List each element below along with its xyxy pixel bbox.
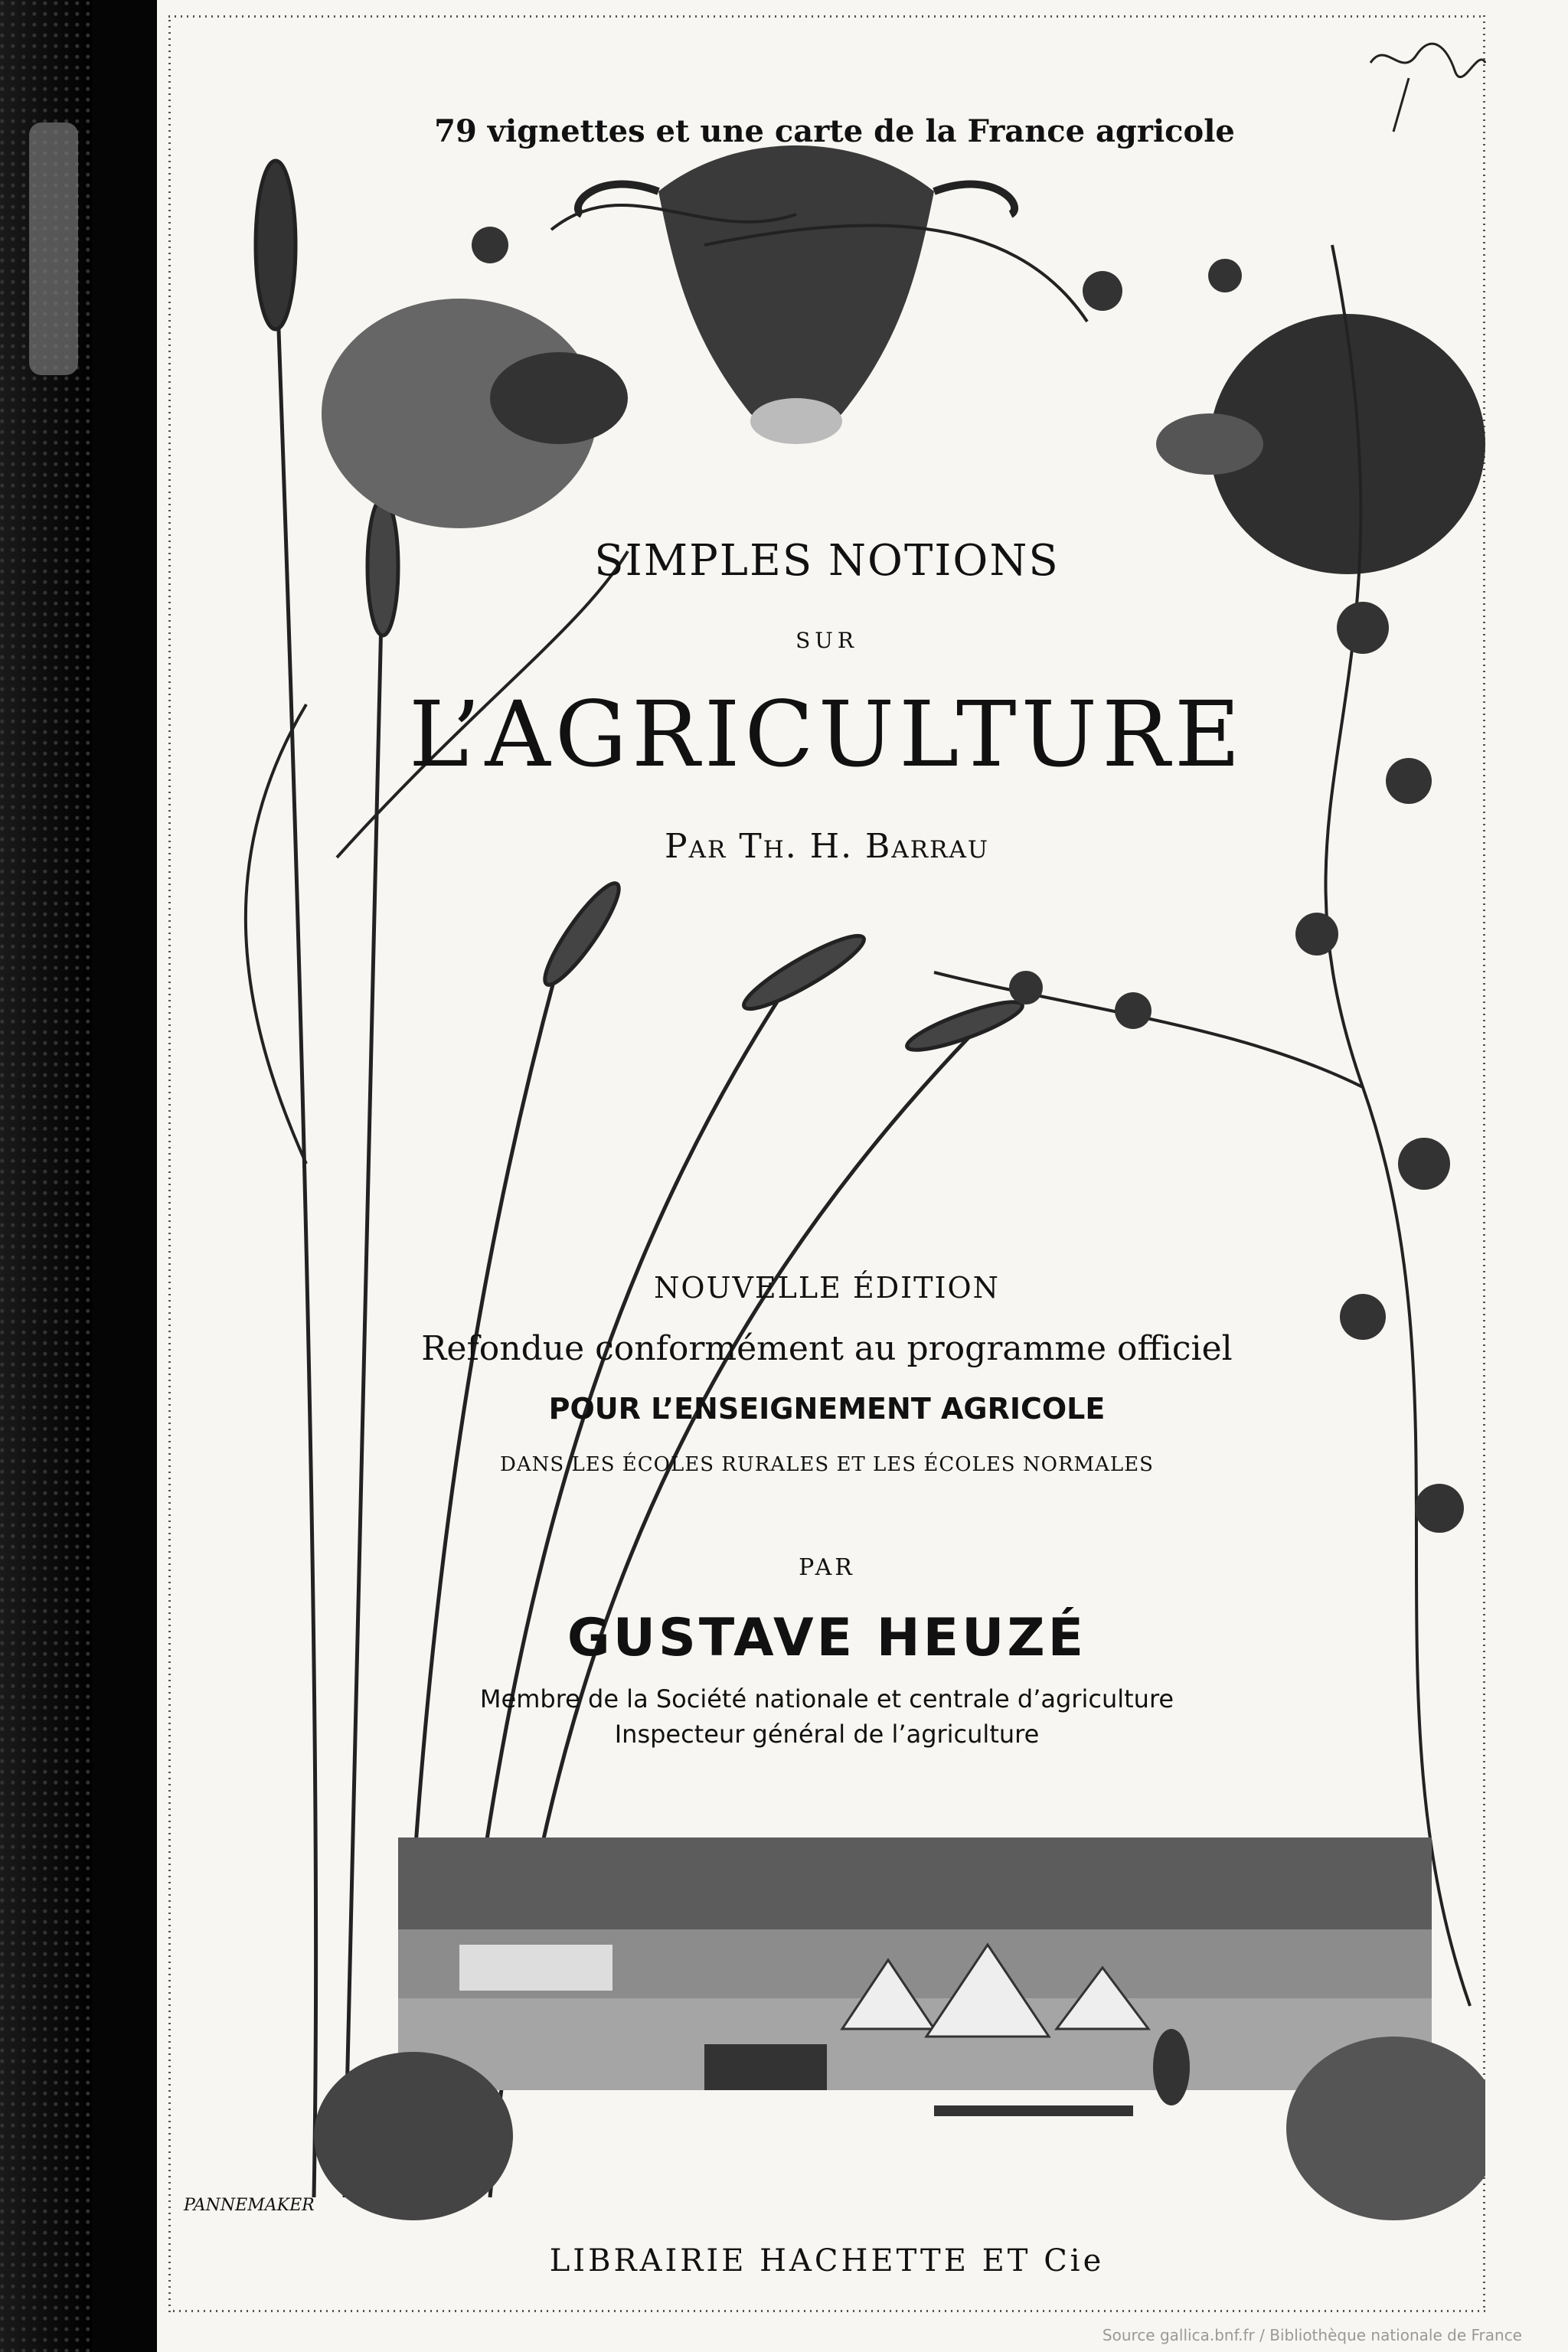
edition-note: Refondue conformément au programme officiel xyxy=(421,1329,1233,1368)
editor-title-1: Membre de la Société nationale et centrale d’agriculture xyxy=(479,1684,1174,1713)
engraver-signature: PANNEMAKER xyxy=(184,2196,315,2215)
ox-head-icon xyxy=(578,145,1014,444)
spine-strip xyxy=(92,0,157,2352)
title-main: L’AGRICULTURE xyxy=(408,681,1246,787)
title-line-1: SIMPLES NOTIONS xyxy=(594,536,1060,586)
book-spine xyxy=(0,0,157,2352)
author: Par Th. H. Barrau xyxy=(665,827,989,866)
purpose: POUR L’ENSEIGNEMENT AGRICOLE xyxy=(548,1392,1106,1426)
spine-tab xyxy=(29,122,78,375)
publisher: LIBRAIRIE HACHETTE ET Cie xyxy=(549,2243,1105,2278)
sheep-icon xyxy=(322,299,628,528)
title-line-2: SUR xyxy=(795,628,858,653)
schools: DANS LES ÉCOLES RURALES ET LES ÉCOLES NORMALES xyxy=(500,1453,1154,1476)
pig-icon xyxy=(1156,314,1485,574)
editor-title-2: Inspecteur général de l’agriculture xyxy=(614,1720,1040,1749)
source-credit: Source gallica.bnf.fr / Bibliothèque nationale de France xyxy=(1102,2326,1522,2344)
by-label: PAR xyxy=(799,1554,855,1581)
top-banner: 79 vignettes et une carte de la France agricole xyxy=(434,113,1235,149)
cabbage-icon xyxy=(314,2052,513,2220)
editor-name: GUSTAVE HEUZÉ xyxy=(567,1608,1087,1668)
landscape-scene xyxy=(398,1838,1432,2116)
engraved-frame xyxy=(168,15,1485,2312)
edition: NOUVELLE ÉDITION xyxy=(654,1271,1000,1305)
engraving-illustration xyxy=(168,15,1485,2312)
